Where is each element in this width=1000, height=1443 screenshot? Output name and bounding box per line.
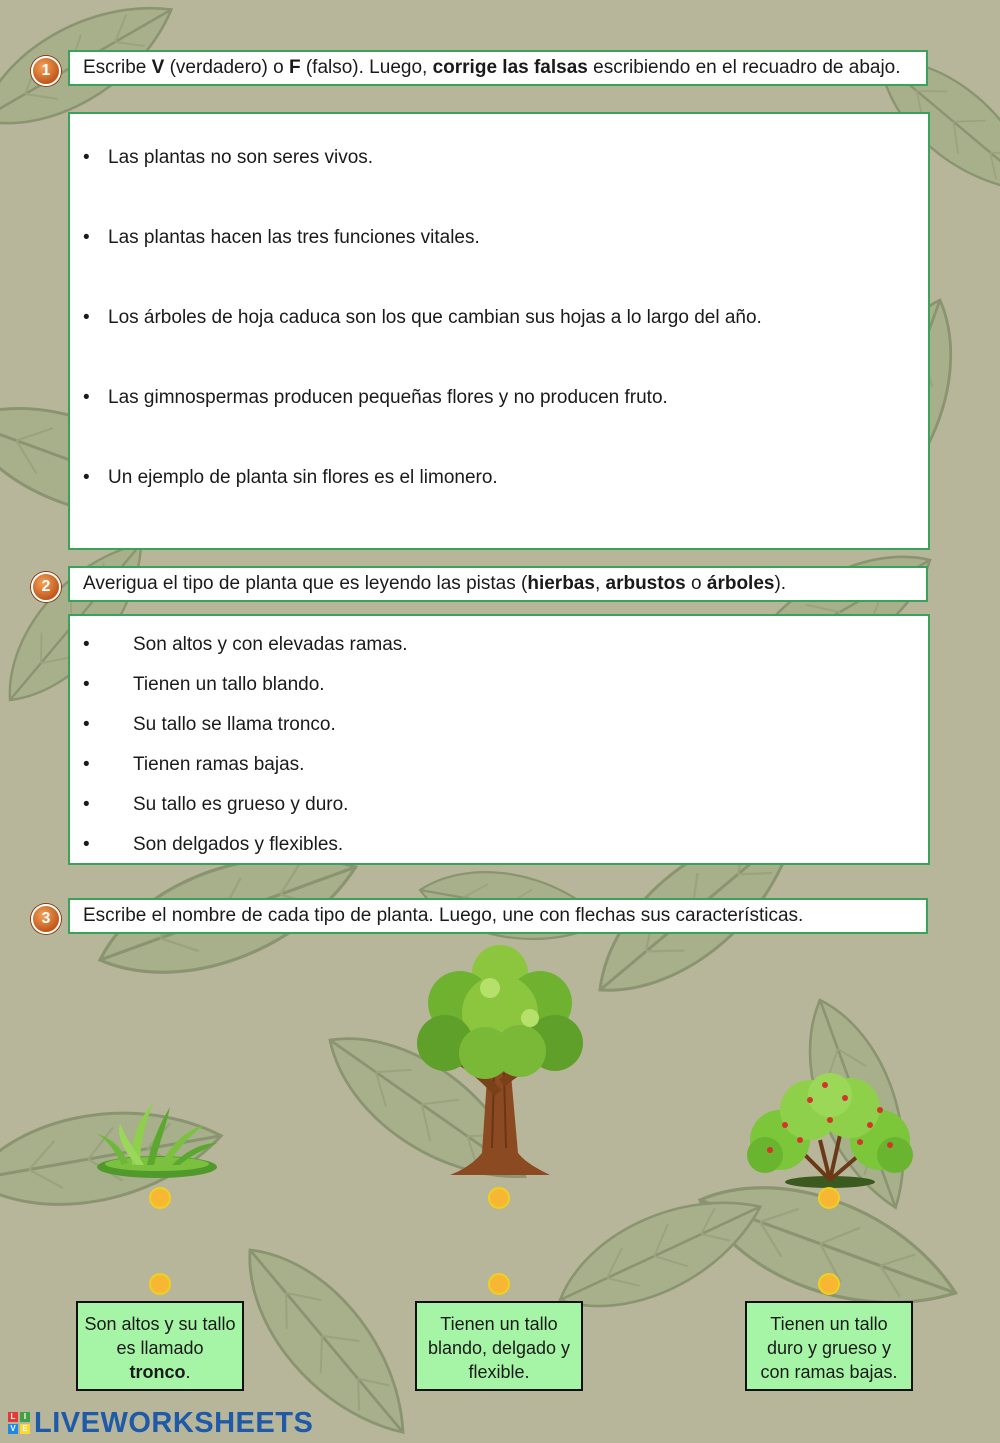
section-1-number-badge: 1 xyxy=(31,56,61,86)
card-3-match-dot[interactable] xyxy=(818,1273,840,1295)
grass-image xyxy=(92,1095,222,1180)
bush-image xyxy=(740,1070,920,1190)
logo-text: LIVEWORKSHEETS xyxy=(34,1406,314,1439)
liveworksheets-logo[interactable] xyxy=(8,1406,313,1440)
characteristic-card-1: Son altos y su tallo es llamado tronco. xyxy=(76,1301,244,1391)
tree-image xyxy=(410,943,590,1183)
grass-match-dot-top[interactable] xyxy=(149,1187,171,1209)
tree-match-dot-top[interactable] xyxy=(488,1187,510,1209)
section-3-instruction: Escribe el nombre de cada tipo de planta. Luego, une con flechas sus características. xyxy=(68,898,928,934)
card-2-match-dot[interactable] xyxy=(488,1273,510,1295)
logo-grid-icon: L I V E xyxy=(8,1412,30,1434)
characteristic-card-2: Tienen un tallo blando, delgado y flexible. xyxy=(415,1301,583,1391)
characteristic-card-3: Tienen un tallo duro y grueso y con ramas bajas. xyxy=(745,1301,913,1391)
true-false-panel: • Las plantas no son seres vivos. • Las plantas hacen las tres funciones vitales. • Los árboles de hoja caduca son los que cambian sus hojas a lo largo del año. • Las gimnospermas producen pequeñas flores y no producen fruto. • Un ejemplo de planta sin flores es el limonero. xyxy=(68,112,930,550)
section-2-number-badge: 2 xyxy=(31,572,61,602)
section-2-instruction: Averigua el tipo de planta que es leyendo las pistas (hierbas, arbustos o árboles). xyxy=(68,566,928,602)
card-1-match-dot[interactable] xyxy=(149,1273,171,1295)
section-1-instruction: Escribe V (verdadero) o F (falso). Luego, corrige las falsas escribiendo en el recuadro de abajo. xyxy=(68,50,928,86)
clues-panel: • Son altos y con elevadas ramas. • Tienen un tallo blando. • Su tallo se llama tronco. • Tienen ramas bajas. • Su tallo es grueso y duro. • Son delgados y flexibles. xyxy=(68,614,930,865)
section-3-number-badge: 3 xyxy=(31,904,61,934)
bush-match-dot-top[interactable] xyxy=(818,1187,840,1209)
